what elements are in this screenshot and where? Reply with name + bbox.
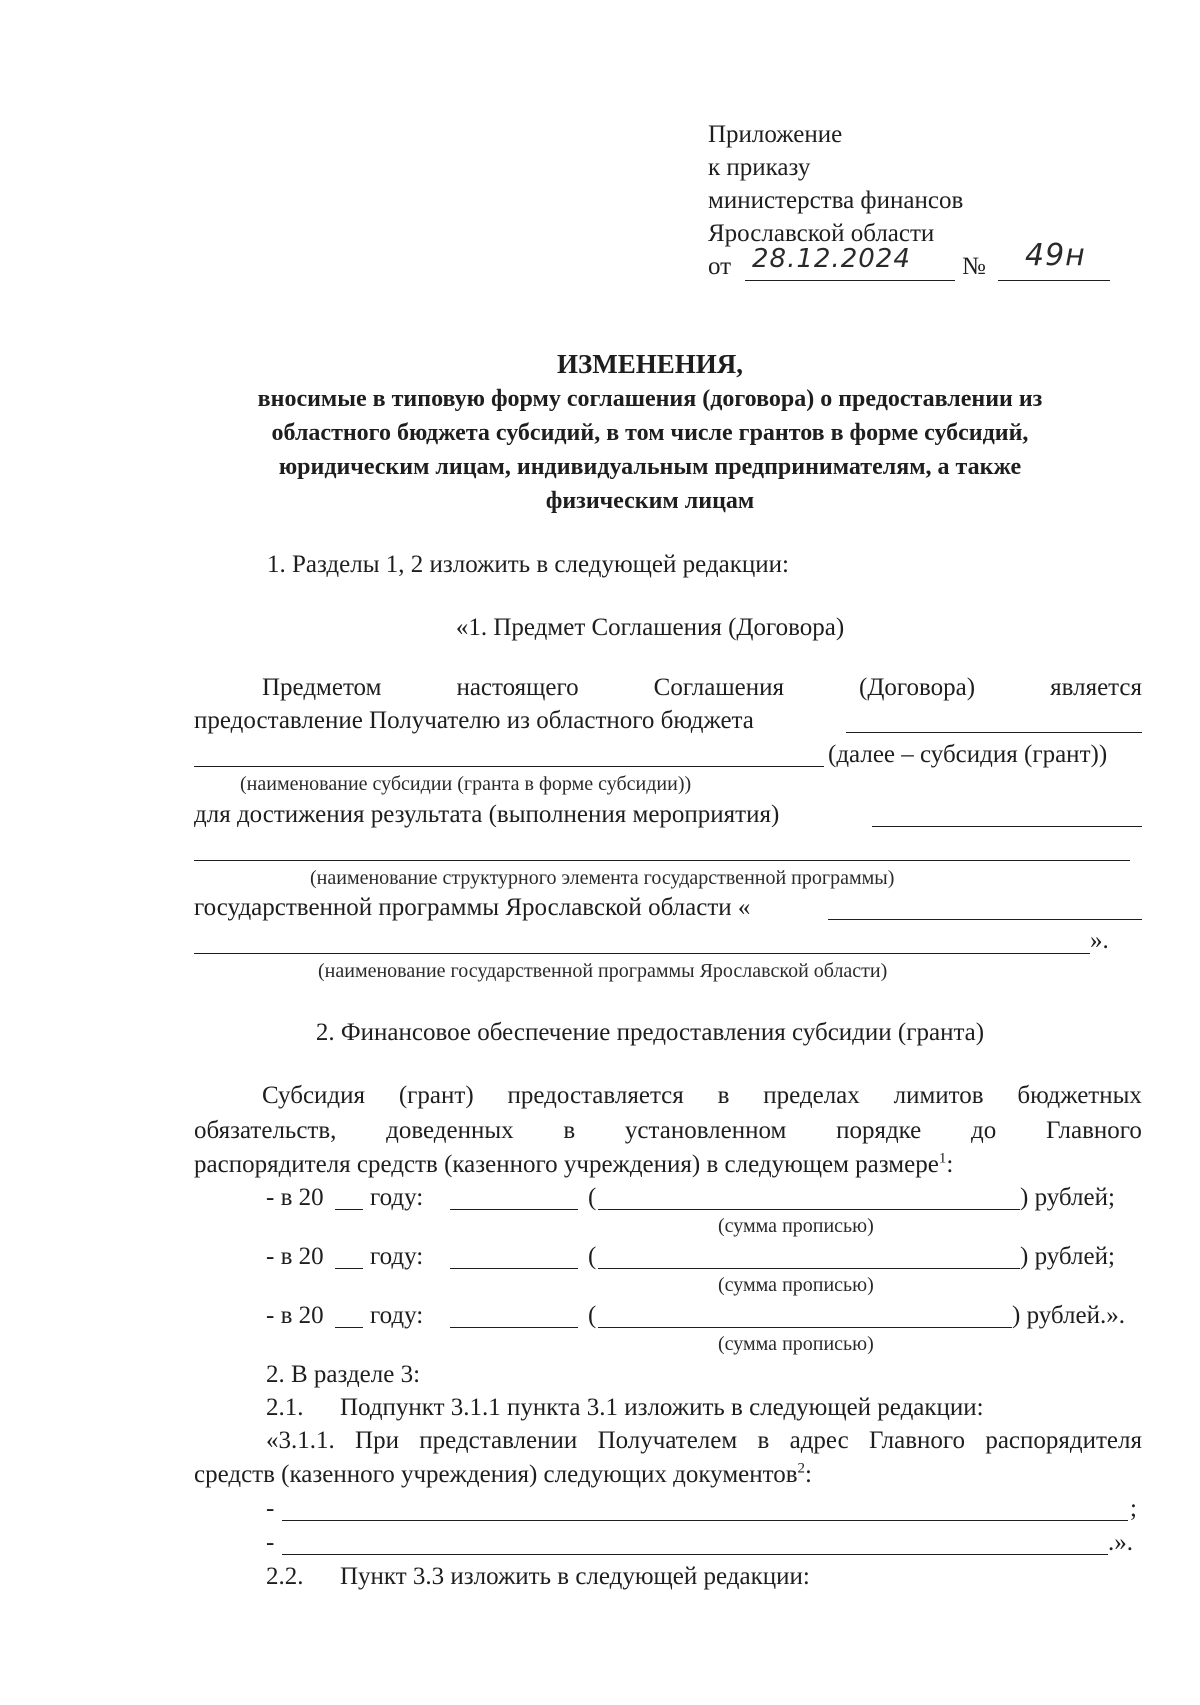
open-paren-3: ( xyxy=(588,1302,597,1329)
paragraph-2-1-text: Подпункт 3.1.1 пункта 3.1 изложить в следующей редакции: xyxy=(340,1394,984,1421)
p311-line2 xyxy=(194,1460,812,1490)
handwritten-date: 28.12.2024 xyxy=(752,244,911,274)
amount-2-field xyxy=(450,1268,578,1269)
word: доведенных xyxy=(386,1117,514,1144)
word: в xyxy=(717,1082,730,1109)
subsidy-name-field-a xyxy=(846,732,1142,733)
word: в xyxy=(563,1117,576,1144)
amount-words-3-field xyxy=(598,1327,1012,1328)
year-row-2-prefix: - в 20 xyxy=(266,1243,324,1270)
paragraph-2-2-number: 2.2. xyxy=(266,1563,304,1590)
word: порядке xyxy=(836,1117,922,1144)
rub-2: ) рублей; xyxy=(1020,1243,1115,1270)
caption-program-name: (наименование государственной программы Ярославской области) xyxy=(318,960,888,982)
program-field-a xyxy=(828,919,1142,920)
doc-subtitle-line4: физическим лицам xyxy=(545,488,755,514)
number-underline xyxy=(998,280,1110,281)
open-paren-1: ( xyxy=(588,1184,597,1211)
word: пределах xyxy=(763,1082,860,1109)
word: бюджетных xyxy=(1017,1082,1142,1109)
word: настоящего xyxy=(456,674,579,701)
document-2-field xyxy=(282,1554,1108,1555)
word: Главного xyxy=(869,1427,966,1454)
amount-words-2-field xyxy=(598,1268,1020,1269)
doc-subtitle-line2: областного бюджета субсидий, в том числе грантов в форме субсидий, xyxy=(271,420,1029,446)
word: обязательств, xyxy=(194,1117,337,1144)
word: предоставляется xyxy=(507,1082,684,1109)
word: является xyxy=(1050,674,1142,701)
s1-line2: предоставление Получателю из областного бюджета xyxy=(194,707,754,734)
amount-1-field xyxy=(450,1209,578,1210)
year-1-field xyxy=(335,1209,363,1210)
word: лимитов xyxy=(893,1082,984,1109)
year-2-field xyxy=(335,1268,363,1269)
paragraph-1: 1. Разделы 1, 2 изложить в следующей редакции: xyxy=(267,551,789,578)
appendix-label: Приложение xyxy=(708,121,843,148)
paragraph-2-1-number: 2.1. xyxy=(266,1394,304,1421)
word: в xyxy=(757,1427,770,1454)
year-row-3-prefix: - в 20 xyxy=(266,1302,324,1329)
amount-words-1-field xyxy=(598,1209,1020,1210)
doc-title: ИЗМЕНЕНИЯ, xyxy=(556,349,743,379)
doc-subtitle-line1: вносимые в типовую форму соглашения (договора) о предоставлении из xyxy=(257,386,1043,412)
word: (Договора) xyxy=(859,674,976,701)
s1-line6: государственной программы Ярославской области « xyxy=(194,894,751,921)
word: Предметом xyxy=(262,674,382,701)
s2-line1 xyxy=(262,1081,1142,1111)
ministry-label: министерства финансов xyxy=(708,187,964,214)
sum-caption-1: (сумма прописью) xyxy=(718,1215,874,1237)
rub-3: ) рублей.». xyxy=(1012,1302,1125,1329)
word: до xyxy=(971,1117,997,1144)
result-field-a xyxy=(872,826,1142,827)
s1-line3-end: (далее – субсидия (грант)) xyxy=(828,741,1108,768)
doc-semicolon: ; xyxy=(1130,1495,1137,1522)
s2-line2 xyxy=(194,1116,1142,1146)
handwritten-number: 49н xyxy=(1025,238,1086,273)
word: (грант) xyxy=(398,1082,474,1109)
caption-structural-element: (наименование структурного элемента государственной программы) xyxy=(310,867,895,889)
word: распорядителя xyxy=(985,1427,1142,1454)
year-3-field xyxy=(335,1327,363,1328)
number-sign: № xyxy=(962,253,986,280)
year-row-1-suffix: году: xyxy=(370,1184,424,1211)
rub-1: ) рублей; xyxy=(1020,1184,1115,1211)
sum-caption-3: (сумма прописью) xyxy=(718,1333,874,1355)
footnote-2-marker: 2 xyxy=(797,1460,806,1477)
word: установленном xyxy=(624,1117,787,1144)
date-underline xyxy=(745,280,955,281)
open-paren-2: ( xyxy=(588,1243,597,1270)
s2-line3-text: распорядителя средств (казенного учреждения) в следующем размере xyxy=(194,1151,939,1178)
s2-line3 xyxy=(194,1150,953,1180)
word: представлении xyxy=(419,1427,578,1454)
s1-line7-end: ». xyxy=(1090,927,1109,954)
year-row-1-prefix: - в 20 xyxy=(266,1184,324,1211)
year-row-3-suffix: году: xyxy=(370,1302,424,1329)
s1-line1 xyxy=(262,673,1142,703)
colon: : xyxy=(805,1461,812,1488)
word: Получателем xyxy=(597,1427,738,1454)
word: Соглашения xyxy=(653,674,784,701)
word: «3.1.1. xyxy=(266,1427,335,1454)
year-row-2-suffix: году: xyxy=(370,1243,424,1270)
paragraph-2-2-text: Пункт 3.3 изложить в следующей редакции: xyxy=(340,1563,810,1590)
section-2-heading: 2. Финансовое обеспечение предоставления субсидии (гранта) xyxy=(315,1019,985,1046)
p311-line1 xyxy=(266,1426,1142,1456)
caption-subsidy-name: (наименование субсидии (гранта в форме субсидии)) xyxy=(240,773,692,795)
sum-caption-2: (сумма прописью) xyxy=(718,1274,874,1296)
footnote-1-marker: 1 xyxy=(938,1150,947,1167)
p311-line2-text: средств (казенного учреждения) следующих документов xyxy=(194,1461,798,1488)
doc-subtitle-line3: юридическим лицам, индивидуальным предпринимателям, а также xyxy=(278,454,1022,480)
colon: : xyxy=(946,1151,954,1178)
amount-3-field xyxy=(450,1327,578,1328)
subsidy-name-field-b xyxy=(194,766,824,767)
word: При xyxy=(355,1427,399,1454)
word: Субсидия xyxy=(262,1082,366,1109)
document-1-field xyxy=(282,1520,1128,1521)
doc-end-quote: .». xyxy=(1108,1529,1133,1556)
word: Главного xyxy=(1045,1117,1142,1144)
order-label: к приказу xyxy=(708,154,811,181)
section-1-heading: «1. Предмет Соглашения (Договора) xyxy=(455,614,845,641)
s1-line4: для достижения результата (выполнения мероприятия) xyxy=(194,801,780,828)
doc-dash-1: - xyxy=(266,1495,275,1522)
program-field-b xyxy=(194,953,1090,954)
paragraph-2: 2. В разделе 3: xyxy=(266,1361,421,1388)
word: адрес xyxy=(789,1427,849,1454)
date-from-label: от xyxy=(708,253,732,280)
result-field-b xyxy=(194,860,1130,861)
doc-dash-2: - xyxy=(266,1529,275,1556)
region-label: Ярославской области xyxy=(708,220,935,247)
